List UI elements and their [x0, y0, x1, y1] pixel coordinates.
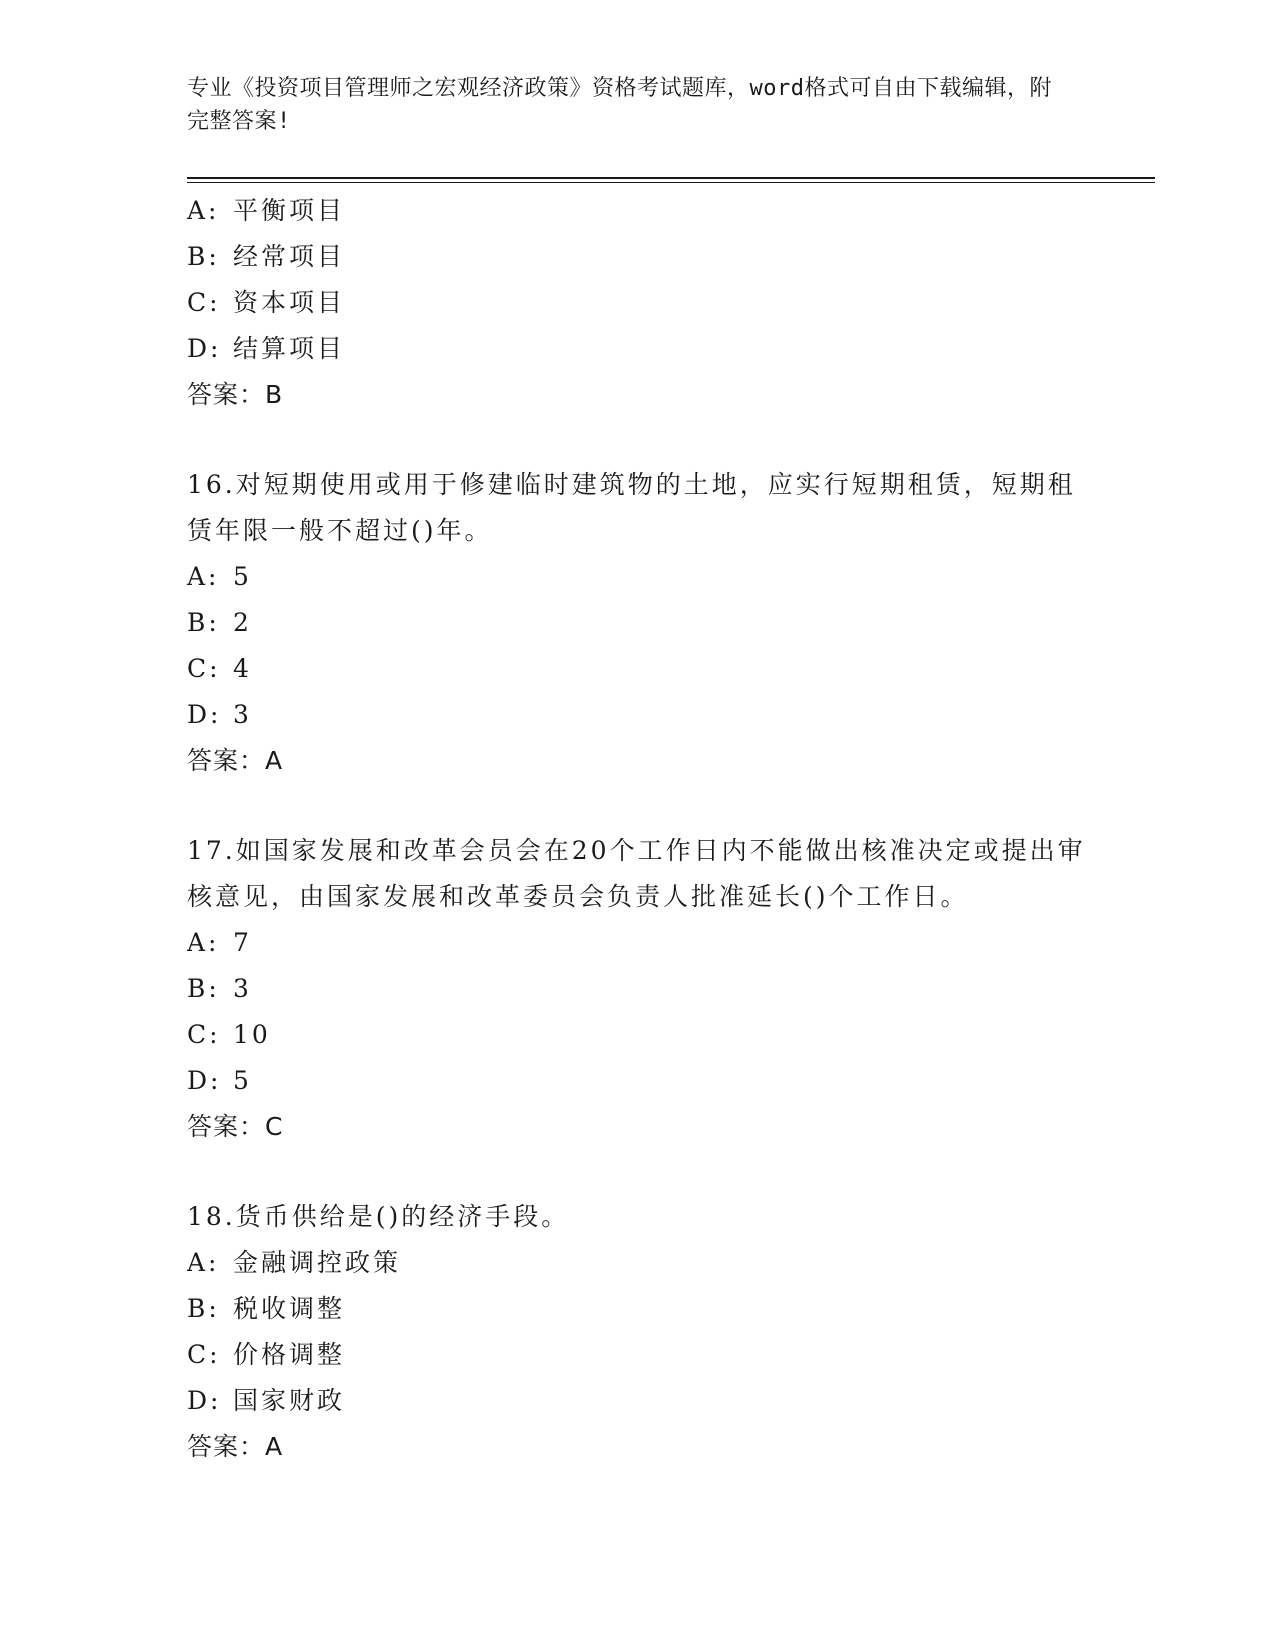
option-text: 4: [233, 654, 252, 683]
option-d: [187, 326, 1087, 372]
option-a: [187, 920, 1087, 966]
answer-line: 答案：C: [187, 1112, 284, 1141]
question-block-18: [187, 1194, 1087, 1470]
option-letter: A:: [187, 196, 220, 225]
option-text: 平衡项目: [233, 196, 346, 225]
option-text: 5: [233, 562, 252, 591]
option-text: 金融调控政策: [233, 1248, 402, 1277]
option-b: [187, 234, 1087, 280]
question-block-16: [187, 462, 1087, 784]
option-letter: A:: [187, 1248, 220, 1277]
question-block-17: [187, 828, 1087, 1150]
option-letter: B:: [187, 1294, 220, 1323]
option-text: 3: [233, 700, 252, 729]
option-letter: D:: [187, 334, 222, 363]
option-b: [187, 1286, 1087, 1332]
option-a: [187, 554, 1087, 600]
option-text: 结算项目: [233, 334, 346, 363]
option-a: [187, 1240, 1087, 1286]
option-text: 5: [233, 1066, 252, 1095]
option-d: [187, 1058, 1087, 1104]
option-d: [187, 692, 1087, 738]
option-c: [187, 1332, 1087, 1378]
option-text: 税收调整: [233, 1294, 346, 1323]
question-text: 16.对短期使用或用于修建临时建筑物的土地，应实行短期租赁，短期租赁年限一般不超过()年。: [187, 470, 1076, 545]
question-list: [187, 188, 1087, 1470]
answer-line: 答案：A: [187, 1432, 284, 1461]
option-c: [187, 280, 1087, 326]
question-text: 18.货币供给是()的经济手段。: [187, 1202, 570, 1231]
option-letter: B:: [187, 974, 220, 1003]
option-letter: A:: [187, 562, 220, 591]
option-text: 7: [233, 928, 252, 957]
answer-line: 答案：B: [187, 380, 284, 409]
option-letter: D:: [187, 1066, 222, 1095]
option-text: 2: [233, 608, 252, 637]
question-text: 17.如国家发展和改革会员会在20个工作日内不能做出核准决定或提出审核意见，由国家发展和改革委员会负责人批准延长()个工作日。: [187, 836, 1086, 911]
option-letter: C:: [187, 654, 221, 683]
option-text: 经常项目: [233, 242, 346, 271]
option-c: [187, 1012, 1087, 1058]
option-letter: B:: [187, 608, 220, 637]
option-letter: D:: [187, 1386, 222, 1415]
header-divider-thin: [187, 182, 1155, 183]
option-letter: A:: [187, 928, 220, 957]
option-c: [187, 646, 1087, 692]
question-block-15: [187, 188, 1087, 418]
option-text: 10: [233, 1020, 271, 1049]
option-letter: D:: [187, 700, 222, 729]
option-text: 价格调整: [233, 1340, 346, 1369]
option-b: [187, 600, 1087, 646]
option-text: 资本项目: [233, 288, 346, 317]
option-letter: B:: [187, 242, 220, 271]
option-text: 国家财政: [233, 1386, 346, 1415]
header-divider-thick: [187, 177, 1155, 179]
option-letter: C:: [187, 288, 221, 317]
option-text: 3: [233, 974, 252, 1003]
option-b: [187, 966, 1087, 1012]
header-note: 专业《投资项目管理师之宏观经济政策》资格考试题库，word格式可自由下载编辑，附完整答案!: [187, 76, 1052, 134]
option-letter: C:: [187, 1020, 221, 1049]
answer-line: 答案：A: [187, 746, 284, 775]
option-letter: C:: [187, 1340, 221, 1369]
option-a: [187, 188, 1087, 234]
option-d: [187, 1378, 1087, 1424]
